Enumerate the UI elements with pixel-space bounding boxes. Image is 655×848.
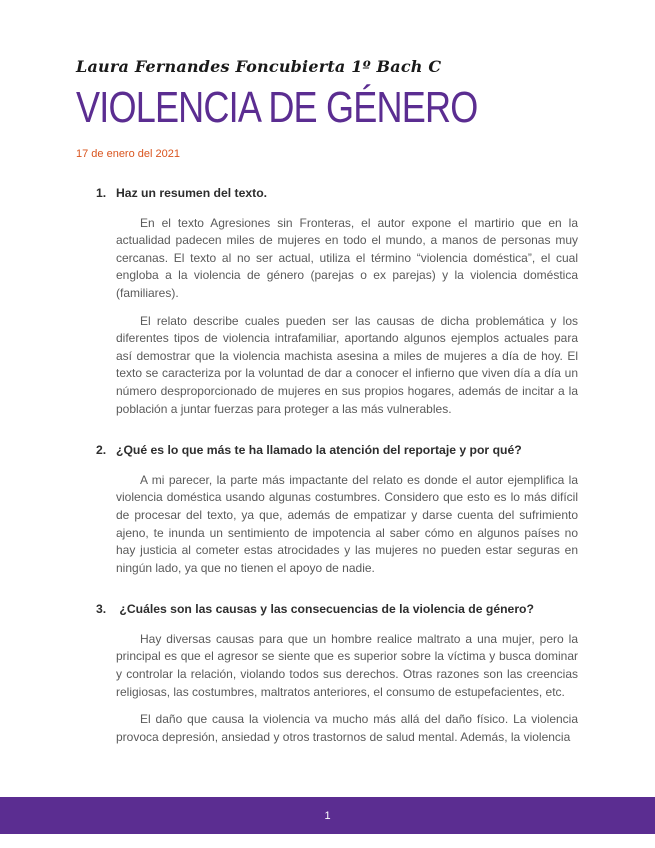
document-body (96, 185, 578, 756)
question-2 (96, 442, 578, 460)
answer-paragraph: El daño que causa la violencia va mucho más allá del daño físico. La violencia provoca depresión, ansiedad y otros trastornos de salud mental. Además, la violencia (116, 712, 578, 744)
question-1 (96, 185, 578, 203)
question-text: ¿Qué es lo que más te ha llamado la atención del reportaje y por qué? (116, 443, 522, 458)
document-date: 17 de enero del 2021 (76, 148, 180, 160)
question-text: Haz un resumen del texto. (116, 186, 268, 200)
page-footer (0, 797, 655, 834)
page-number: 1 (324, 809, 331, 822)
answer-paragraph: En el texto Agresiones sin Fronteras, el autor expone el martirio que en la actualidad padecen miles de mujeres en todo el mundo, a manos de personas muy cercanas. El texto al no ser actual, utiliza el término “violencia doméstica”, el cual engloba a la violencia de género (parejas o ex parejas) y la violencia doméstica (familiares). (116, 215, 578, 300)
question-number: 2. (96, 443, 107, 458)
question-number: 3. (96, 602, 107, 617)
question-3 (96, 601, 578, 619)
question-number: 1. (96, 186, 107, 200)
author-line: Laura Fernandes Foncubierta 1º Bach C (76, 57, 442, 76)
answer-paragraph: El relato describe cuales pueden ser las causas de dicha problemática y los diferentes tipos de violencia intrafamiliar, aportando algunos ejemplos actuales para así demostrar que la violencia machista asesina a miles de mujeres a día de hoy. El texto se caracteriza por la voluntad de dar a conocer el infierno que viven día a día un número desproporcionado de mujeres en sus propios hogares, además de incitar a la población a juntar fuerzas para proteger a las más vulnerables. (116, 313, 578, 416)
question-text: ¿Cuáles son las causas y las consecuencias de la violencia de género? (116, 602, 534, 617)
answer-paragraph: Hay diversas causas para que un hombre realice maltrato a una mujer, pero la principal es que el agresor se siente que es superior sobre la víctima y busca dominar y controlar la relación, violando todos sus derechos. Otras razones son las creencias religiosas, las costumbres, maltratos anteriores, el consumo de estupefacientes, etc. (116, 631, 578, 699)
page-title: VIOLENCIA DE GÉNERO (76, 83, 478, 132)
answer-paragraph: A mi parecer, la parte más impactante del relato es donde el autor ejemplifica la violencia doméstica usando algunas costumbres. Considero que esto es lo más difícil de procesar del texto, ya que, además de empatizar y darse cuenta del sufrimiento ajeno, te inunda un sentimiento de impotencia al saber cómo en algunos países no hay justicia al cometer estas atrocidades y las mujeres no pueden estar seguras en ningún lado, ya que no tienen el apoyo de nadie. (116, 472, 578, 575)
